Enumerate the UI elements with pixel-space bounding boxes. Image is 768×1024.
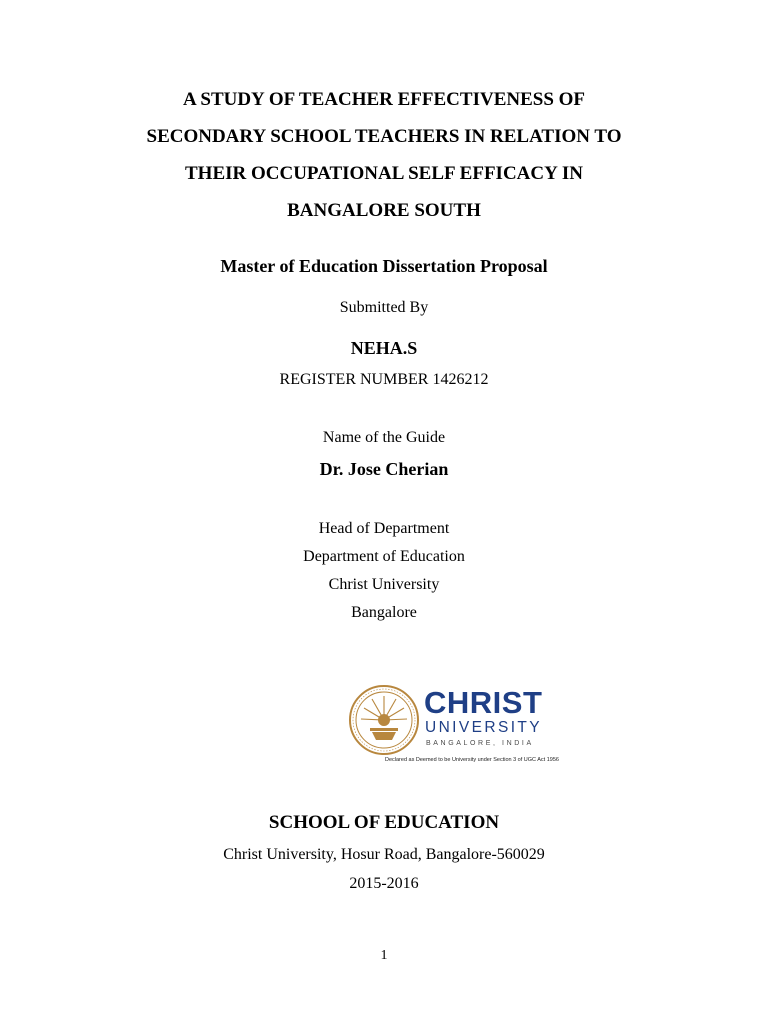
guide-city: Bangalore [351, 604, 417, 621]
title-line-4: BANGALORE SOUTH [287, 200, 481, 221]
school-name: SCHOOL OF EDUCATION [268, 812, 500, 833]
degree-title: Master of Education Dissertation Proposal [220, 256, 548, 276]
academic-year: 2015-2016 [349, 875, 419, 892]
page-number: 1 [380, 948, 388, 963]
guide-label: Name of the Guide [322, 429, 446, 446]
logo-location: BANGALORE, INDIA [426, 740, 534, 747]
title-line-2: SECONDARY SCHOOL TEACHERS IN RELATION TO [146, 126, 622, 147]
guide-position: Head of Department [318, 520, 450, 537]
title-line-3: THEIR OCCUPATIONAL SELF EFFICACY IN [185, 163, 583, 184]
logo-declaration: Declared as Deemed to be University under Section 3 of UGC Act 1956 [385, 757, 559, 763]
title-line-1: A STUDY OF TEACHER EFFECTIVENESS OF [182, 89, 586, 110]
christ-university-logo [348, 682, 558, 768]
logo-wordmark: CHRIST [424, 685, 543, 720]
submitted-by-label: Submitted By [339, 299, 429, 316]
register-number: REGISTER NUMBER 1426212 [279, 371, 489, 388]
university-seal-icon [348, 684, 420, 756]
thesis-title [84, 86, 684, 234]
guide-university: Christ University [328, 576, 440, 593]
author-name: NEHA.S [350, 338, 418, 358]
logo-subname: UNIVERSITY [425, 719, 543, 736]
guide-department: Department of Education [303, 548, 465, 565]
guide-name: Dr. Jose Cherian [319, 459, 449, 479]
school-address: Christ University, Hosur Road, Bangalore-560029 [223, 846, 545, 863]
